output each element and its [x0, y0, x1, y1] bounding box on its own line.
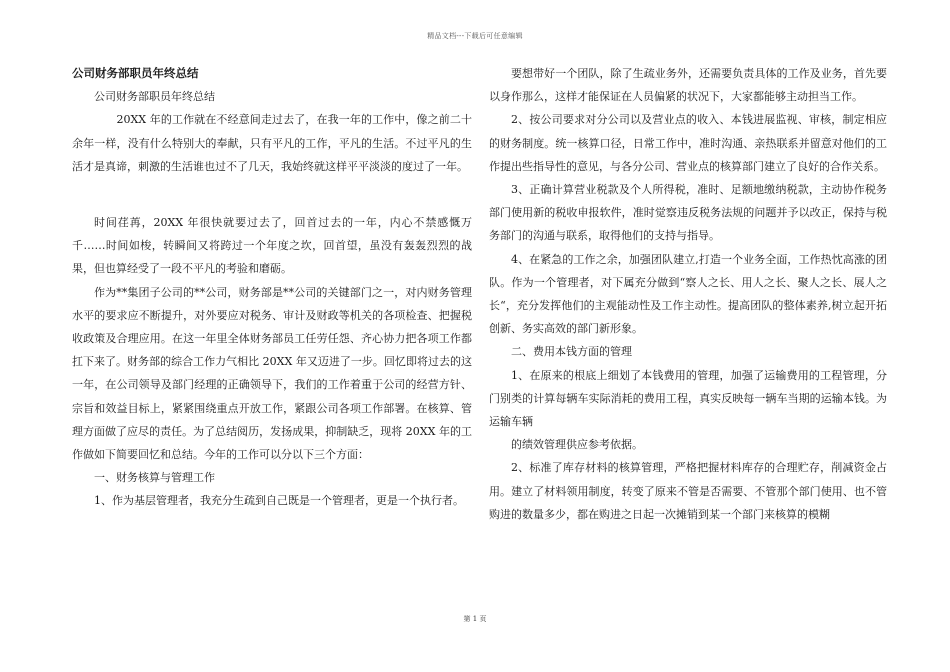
paragraph-reflection: 时间荏苒，20XX 年很快就要过去了，回首过去的一年，内心不禁感慨万千……时间如梭，转瞬间又将跨过一个年度之坎，回首望，虽没有轰轰烈烈的战果，但也算经受了一段不平凡的考验和磨砺。	[72, 216, 472, 276]
paragraph-cost-item-2: 2、标准了库存材料的核算管理，严格把握材料库存的合理贮存，削减资金占用。建立了材料领用制度，转变了原来不管是否需要、不管那个部门使用、也不管购进的数量多少，都在购进之日起一次摊销到某一个部门来核算的模糊	[489, 461, 887, 521]
paragraph-cost-item-1: 1、在原来的根底上细划了本钱费用的管理，加强了运输费用的工程管理，分门别类的计算每辆车实际消耗的费用工程，真实反映每一辆车当期的运输本钱。为运输车辆	[489, 368, 887, 429]
document-title: 公司财务部职员年终总结	[72, 66, 199, 80]
left-column	[72, 62, 472, 513]
right-column	[489, 62, 887, 526]
paragraph-item-1: 1、作为基层管理者，我充分生疏到自己既是一个管理者，更是一个执行者。	[94, 494, 464, 508]
paragraph-intro: 20XX 年的工作就在不经意间走过去了，在我一年的工作中，像之前二十余年一样，没有什么特别大的奉献，只有平凡的工作，平凡的生活。不过平凡的生活才是真谛，刺激的生活谁也过不了几天，我始终就这样平平淡淡的度过了一年。	[72, 113, 472, 173]
section-heading-accounting: 一、财务核算与管理工作	[94, 471, 215, 485]
document-subtitle: 公司财务部职员年终总结	[94, 90, 215, 104]
paragraph-item-2: 2、按公司要求对分公司以及营业点的收入、本钱进展监视、审核，制定相应的财务制度。统一核算口径，日常工作中，准时沟通、亲热联系并留意对他们的工作提出些指导性的意见，与各分公司、营业点的核算部门建立了良好的合作关系。	[489, 113, 887, 173]
paragraph-item-4: 4、在紧急的工作之余，加强团队建立,打造一个业务全面，工作热忱高涨的团队。作为一个管理者，对下属充分做到“察人之长、用人之长、聚人之长、展人之长“，充分发挥他们的主观能动性及工作主动性。提高团队的整体素养,树立起开拓创新、务实高效的部门新形象。	[489, 252, 887, 336]
page-header: 精品文档---下载后可任意编辑	[427, 32, 523, 40]
paragraph-team-lead: 要想带好一个团队，除了生疏业务外，还需要负责具体的工作及业务，首先要以身作那么，这样才能保证在人员偏紧的状况下，大家都能够主动担当工作。	[489, 67, 887, 104]
page-footer: 第 1 页	[463, 615, 487, 623]
paragraph-item-3: 3、正确计算营业税款及个人所得税，准时、足额地缴纳税款，主动协作税务部门使用新的税收申报软件，准时觉察违反税务法规的问题并予以改正，保持与税务部门的沟通与联系，取得他们的支持与指导。	[489, 183, 887, 243]
paragraph-department-overview: 作为**集团子公司的**公司，财务部是**公司的关键部门之一，对内财务管理水平的要求应不断提升，对外要应对税务、审计及财政等机关的各项检查、把握税收政策及合理应用。在这一年里全体财务部员工任劳任怨、齐心协力把各项工作都扛下来了。财务部的综合工作力气相比 20XX 年又迈进了一步。回忆即将过去的这一年，在公司领导及部门经理的正确领导下，我们的工作着重于公司的经营方针、宗旨和效益目标上，紧紧围绕重点开放工作，紧跟公司各项工作部署。在核算、管理方面做了应尽的责任。为了总结阅历，发扬成果，抑制缺乏，现将 20XX 年的工作做如下简要回忆和总结。今年的工作可以分以下三个方面：	[72, 285, 472, 462]
section-heading-cost: 二、费用本钱方面的管理	[511, 345, 632, 359]
paragraph-cost-item-1-cont: 的绩效管理供应参考依据。	[511, 438, 643, 452]
